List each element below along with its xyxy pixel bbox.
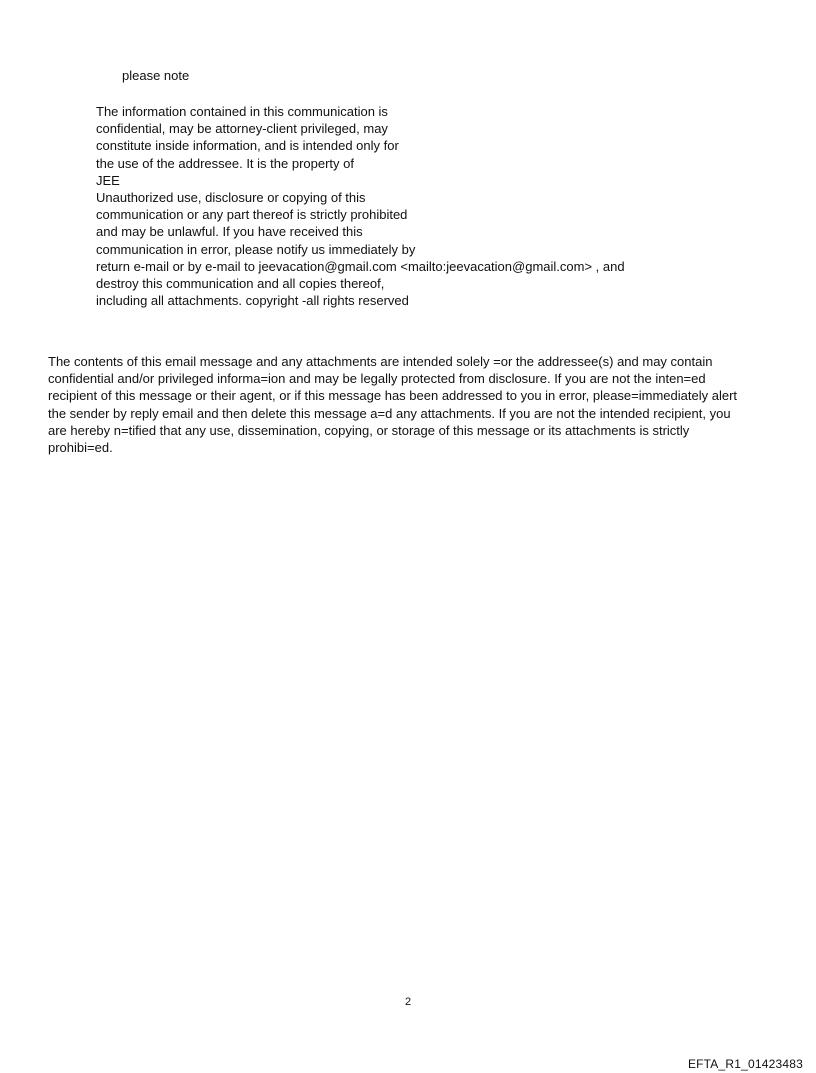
notice-line: The contents of this email message and any attachments are intended solely =or the addressee(s) and may contain	[48, 354, 713, 369]
disclaimer-line: JEE	[96, 172, 120, 188]
page-number: 2	[404, 996, 412, 1008]
disclaimer-line: Unauthorized use, disclosure or copying of this	[96, 190, 366, 206]
notice-line: recipient of this message or their agent, or if this message has been addressed to you in error, please=immediately alert	[48, 388, 738, 404]
disclaimer-line: constitute inside information, and is intended only for	[96, 138, 399, 154]
notice-line: confidential and/or privileged informa=ion and may be legally protected from disclosure. If you are not the inten=ed	[48, 371, 706, 387]
disclaimer-line: and may be unlawful. If you have received this	[96, 224, 363, 240]
disclaimer-line: destroy this communication and all copies thereof,	[96, 276, 385, 292]
disclaimer-line: the use of the addressee. It is the property of	[96, 155, 354, 171]
disclaimer-line: The information contained in this communication is	[96, 104, 388, 119]
disclaimer-line: communication or any part thereof is strictly prohibited	[96, 207, 408, 223]
disclaimer-line: including all attachments. copyright -all rights reserved	[96, 293, 409, 309]
notice-line: are hereby n=tified that any use, dissemination, copying, or storage of this message or its attachments is strictly	[48, 422, 690, 438]
disclaimer-line: communication in error, please notify us immediately by	[96, 241, 416, 257]
confidentiality-disclaimer	[96, 103, 736, 309]
notice-line: prohibi=ed.	[48, 440, 113, 456]
disclaimer-line: confidential, may be attorney-client privileged, may	[96, 121, 388, 137]
document-id: EFTA_R1_01423483	[687, 1057, 803, 1071]
email-footer-notice	[48, 353, 778, 456]
disclaimer-line: return e-mail or by e-mail to jeevacation@gmail.com <mailto:jeevacation@gmail.com> , and	[96, 258, 625, 274]
note-heading: please note	[122, 68, 190, 83]
notice-line: the sender by reply email and then delete this message a=d any attachments. If you are not the intended recipient, you	[48, 405, 731, 421]
